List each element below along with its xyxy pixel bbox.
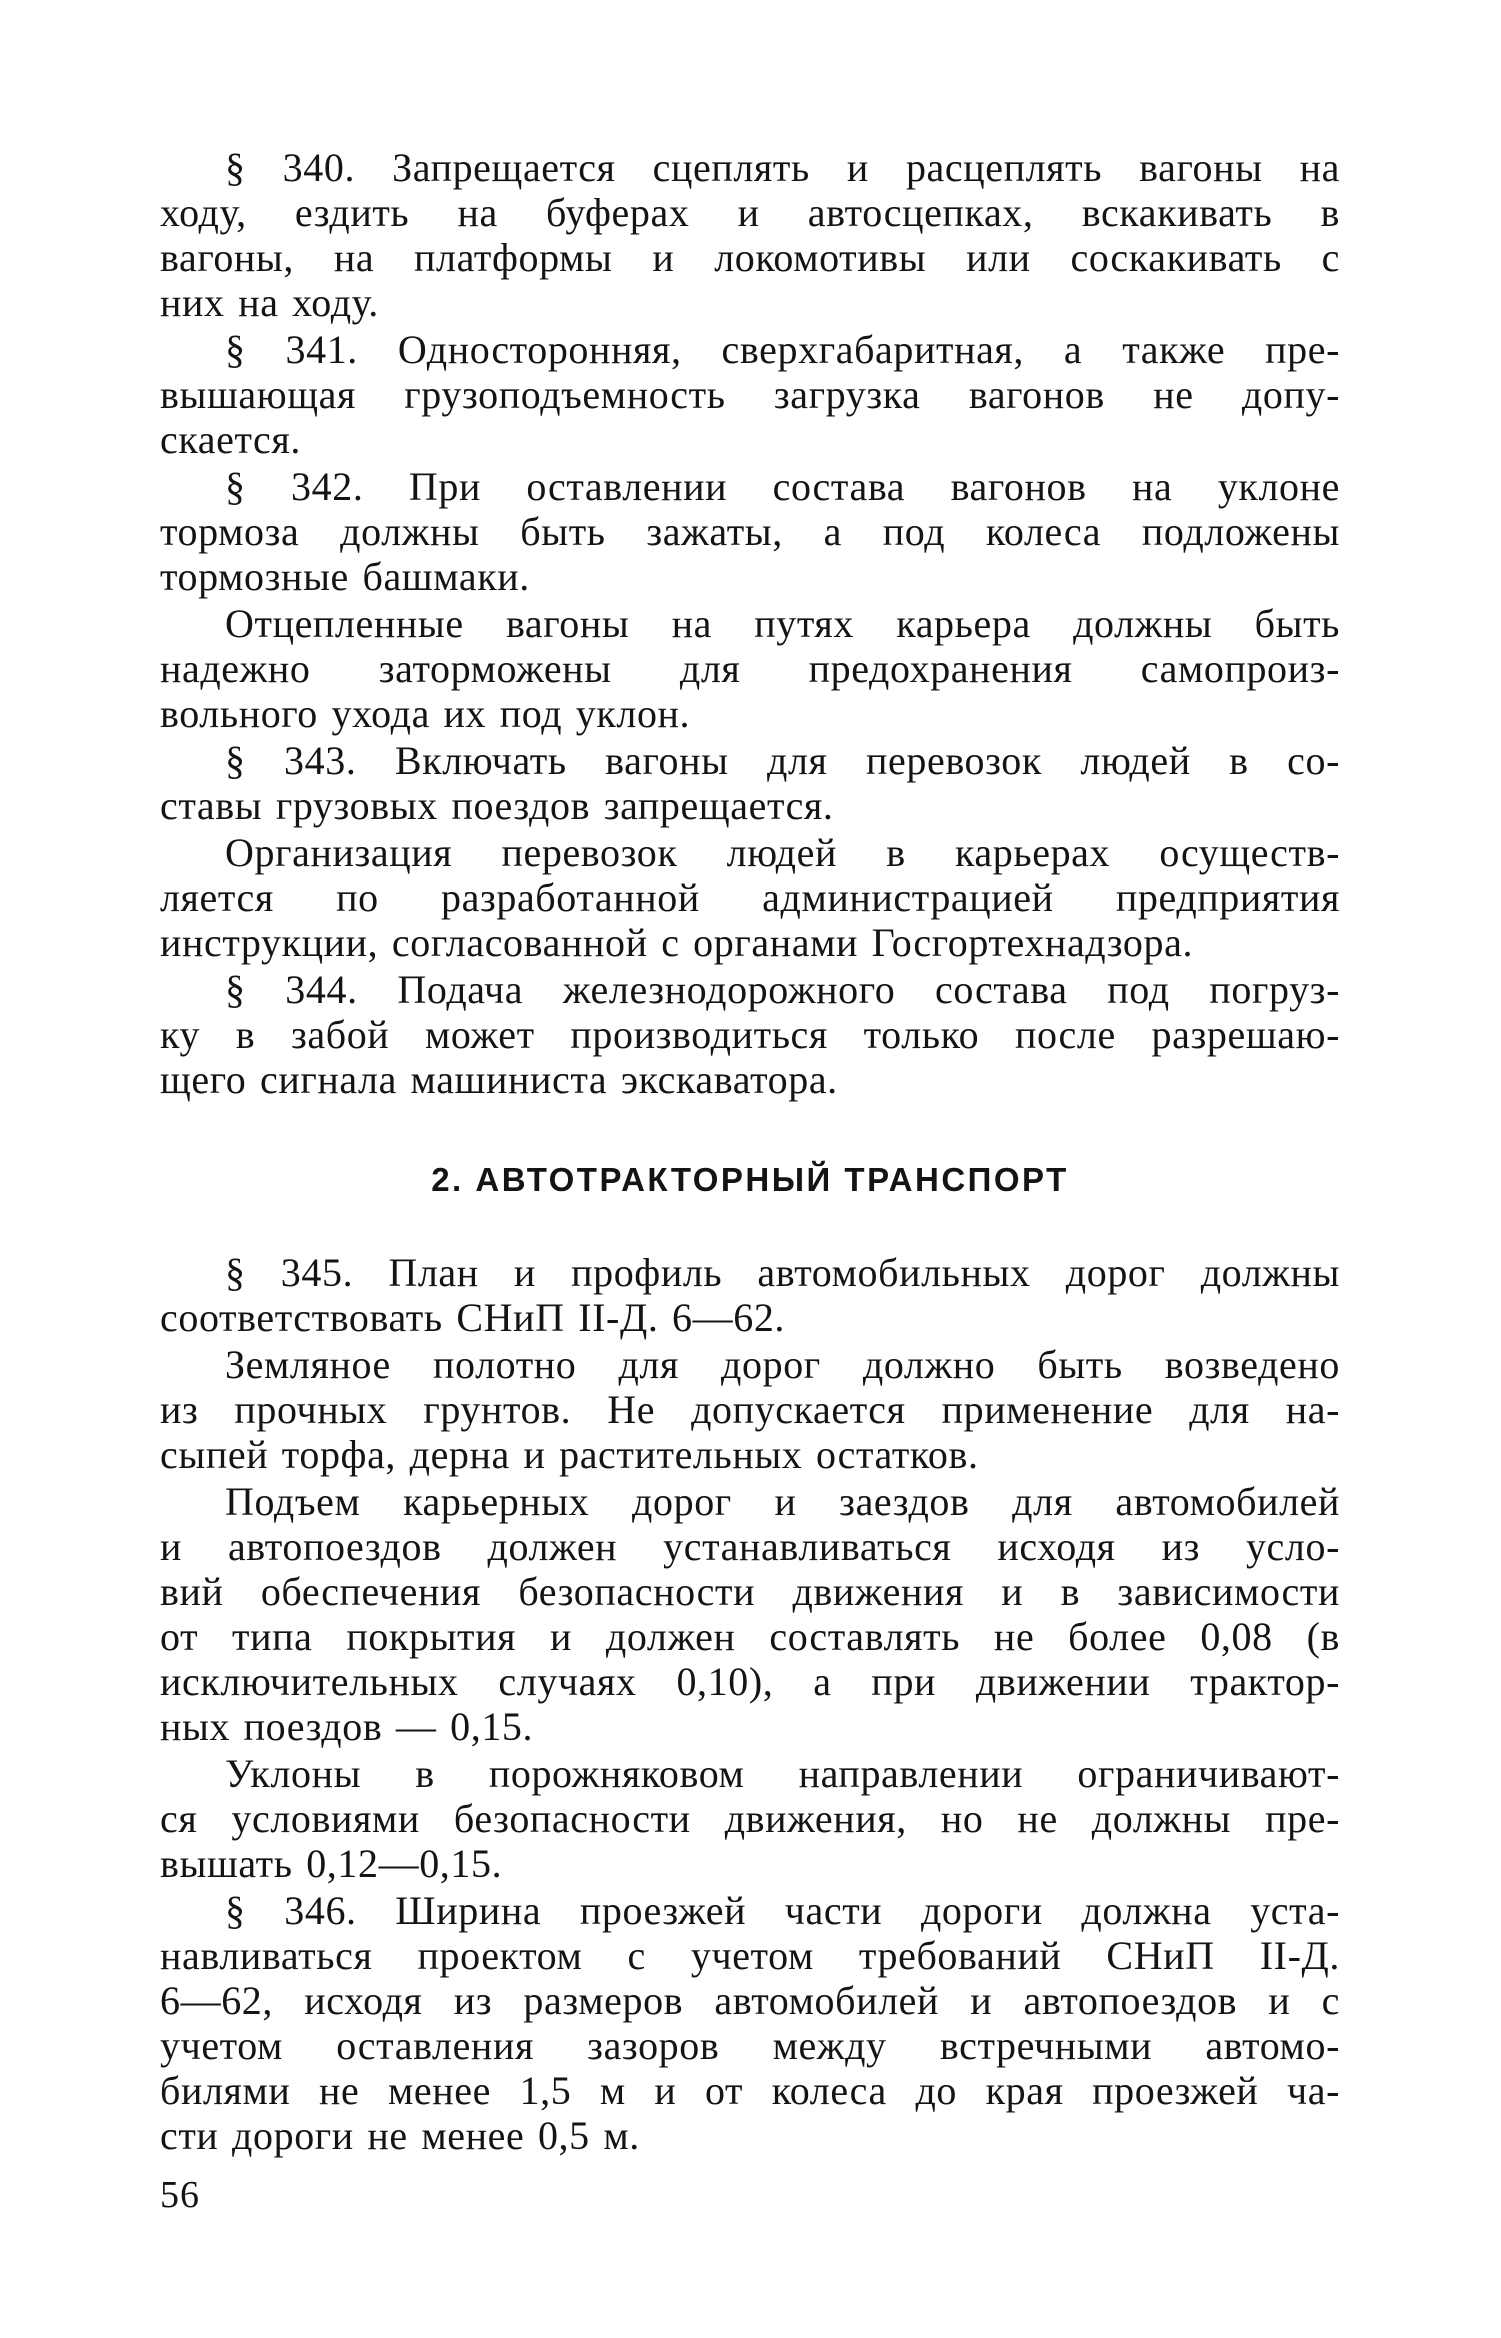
page-body bbox=[160, 145, 1340, 2160]
text-line: Земляное полотно для дорог должно быть возведено bbox=[225, 1342, 1340, 1387]
text-line: ку в забой может производиться только после разрешаю- bbox=[160, 1012, 1340, 1057]
text-line: § 345. План и профиль автомобильных дорог должны bbox=[225, 1250, 1340, 1295]
text-line: Организация перевозок людей в карьерах осуществ- bbox=[225, 830, 1340, 875]
paragraph bbox=[160, 145, 1340, 325]
text-line: исключительных случаях 0,10), а при движении трактор- bbox=[160, 1659, 1340, 1704]
text-line: ставы грузовых поездов запрещается. bbox=[160, 783, 834, 828]
paragraph bbox=[160, 327, 1340, 462]
paragraph bbox=[160, 967, 1340, 1102]
text-line: вольного ухода их под уклон. bbox=[160, 691, 691, 736]
text-line: Подъем карьерных дорог и заездов для автомобилей bbox=[225, 1479, 1340, 1524]
text-line: тормозные башмаки. bbox=[160, 554, 530, 599]
text-line: от типа покрытия и должен составлять не более 0,08 (в bbox=[160, 1614, 1340, 1659]
text-line: 6—62, исходя из размеров автомобилей и автопоездов и с bbox=[160, 1978, 1340, 2023]
paragraphs-bottom bbox=[160, 1250, 1340, 2158]
text-line: § 342. При оставлении состава вагонов на уклоне bbox=[225, 464, 1340, 509]
text-line: соответствовать СНиП II-Д. 6—62. bbox=[160, 1295, 786, 1340]
text-line: ляется по разработанной администрацией предприятия bbox=[160, 875, 1340, 920]
text-line: билями не менее 1,5 м и от колеса до края проезжей ча- bbox=[160, 2068, 1340, 2113]
paragraph bbox=[160, 1751, 1340, 1886]
text-line: скается. bbox=[160, 417, 302, 462]
text-line: них на ходу. bbox=[160, 280, 379, 325]
text-line: § 343. Включать вагоны для перевозок людей в со- bbox=[225, 738, 1340, 783]
text-line: ся условиями безопасности движения, но не должны пре- bbox=[160, 1796, 1340, 1841]
text-line: надежно заторможены для предохранения самопроиз- bbox=[160, 646, 1340, 691]
text-line: § 340. Запрещается сцеплять и расцеплять вагоны на bbox=[225, 145, 1340, 190]
paragraph bbox=[160, 1250, 1340, 1340]
paragraph bbox=[160, 464, 1340, 599]
text-line: из прочных грунтов. Не допускается применение для на- bbox=[160, 1387, 1340, 1432]
text-line: вий обеспечения безопасности движения и в зависимости bbox=[160, 1569, 1340, 1614]
text-line: § 346. Ширина проезжей части дороги должна уста- bbox=[225, 1888, 1340, 1933]
paragraph bbox=[160, 738, 1340, 828]
text-line: § 344. Подача железнодорожного состава под погруз- bbox=[225, 967, 1340, 1012]
paragraph bbox=[160, 601, 1340, 736]
text-line: Уклоны в порожняковом направлении ограничивают- bbox=[225, 1751, 1340, 1796]
text-line: вышать 0,12—0,15. bbox=[160, 1841, 503, 1886]
text-line: навливаться проектом с учетом требований СНиП II-Д. bbox=[160, 1933, 1340, 1978]
text-line: тормоза должны быть зажаты, а под колеса подложены bbox=[160, 509, 1340, 554]
text-line: сыпей торфа, дерна и растительных остатков. bbox=[160, 1432, 979, 1477]
text-line: инструкции, согласованной с органами Госгортехнадзора. bbox=[160, 920, 1194, 965]
text-line: и автопоездов должен устанавливаться исходя из усло- bbox=[160, 1524, 1340, 1569]
text-line: вагоны, на платформы и локомотивы или соскакивать с bbox=[160, 235, 1340, 280]
text-line: сти дороги не менее 0,5 м. bbox=[160, 2113, 640, 2158]
text-line: вышающая грузоподъемность загрузка вагонов не допу- bbox=[160, 372, 1340, 417]
paragraph bbox=[160, 1888, 1340, 2158]
paragraph bbox=[160, 830, 1340, 965]
text-line: ных поездов — 0,15. bbox=[160, 1704, 534, 1749]
page-number: 56 bbox=[160, 2174, 200, 2216]
paragraph bbox=[160, 1342, 1340, 1477]
paragraphs-top bbox=[160, 145, 1340, 1102]
text-line: ходу, ездить на буферах и автосцепках, вскакивать в bbox=[160, 190, 1340, 235]
text-line: щего сигнала машиниста экскаватора. bbox=[160, 1057, 838, 1102]
text-line: § 341. Односторонняя, сверхгабаритная, а также пре- bbox=[225, 327, 1340, 372]
paragraph bbox=[160, 1479, 1340, 1749]
text-line: Отцепленные вагоны на путях карьера должны быть bbox=[225, 601, 1340, 646]
text-line: учетом оставления зазоров между встречными автомо- bbox=[160, 2023, 1340, 2068]
section-heading: 2. АВТОТРАКТОРНЫЙ ТРАНСПОРТ bbox=[431, 1161, 1069, 1198]
